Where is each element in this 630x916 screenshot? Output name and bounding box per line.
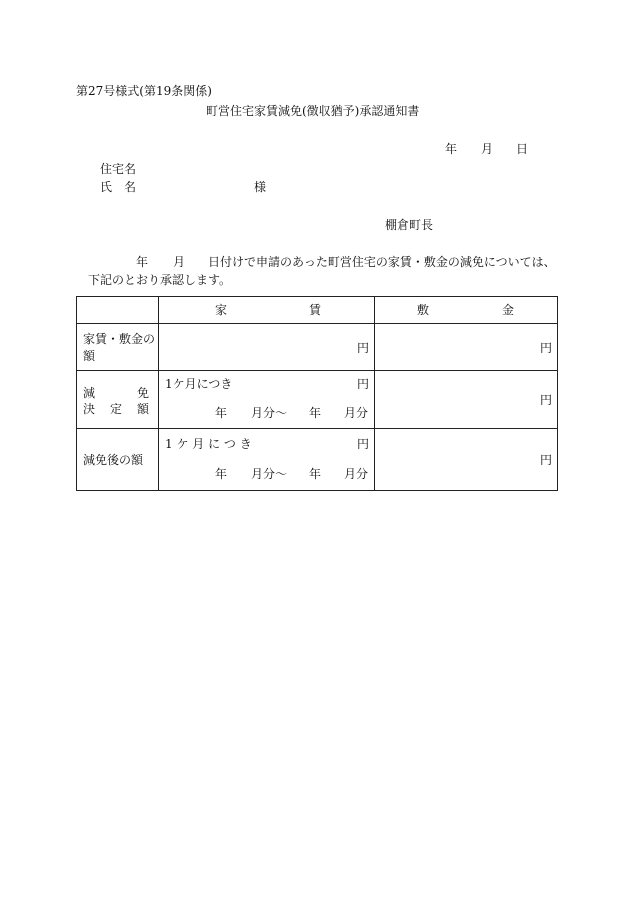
row2-label-2: 免 xyxy=(137,386,150,400)
row2-label-1: 減 xyxy=(83,386,96,400)
header-rent-cell xyxy=(159,297,375,324)
row3-period-start: 年 月分～ xyxy=(215,467,288,481)
row2-rent-yen: 円 xyxy=(357,377,370,391)
row1-label-1: 家賃・敷金の xyxy=(83,332,156,346)
row1-rent-cell xyxy=(159,324,375,371)
body-line-1: 日付けで申請のあった町営住宅の家賃・敷金の減免については、 xyxy=(208,255,556,269)
date-day: 日 xyxy=(516,142,529,156)
rent-header-2: 賃 xyxy=(309,303,322,317)
body-line-2: 下記のとおり承認します。 xyxy=(88,273,232,287)
row1-deposit-yen: 円 xyxy=(540,341,553,355)
row2-label-cell xyxy=(77,371,159,429)
issuer: 棚倉町長 xyxy=(385,218,434,232)
row3-rent-yen: 円 xyxy=(357,437,370,451)
reduction-table xyxy=(76,296,558,491)
row2-period-end-month: 月分 xyxy=(344,406,369,420)
row1-label-cell xyxy=(77,324,159,371)
row2-label-3: 決 xyxy=(83,402,96,416)
row3-deposit-yen: 円 xyxy=(540,453,553,467)
row1-deposit-cell xyxy=(375,324,558,371)
body-year: 年 xyxy=(136,255,149,269)
row2-period-start: 年 月分～ xyxy=(215,406,288,420)
rent-header-1: 家 xyxy=(215,303,228,317)
document-title: 町営住宅家賃減免(徴収猶予)承認通知書 xyxy=(206,104,420,118)
form-number: 第27号様式(第19条関係) xyxy=(76,84,212,98)
row2-period-end-year: 年 xyxy=(309,406,322,420)
header-blank-cell xyxy=(77,297,159,324)
row1-label-2: 額 xyxy=(83,349,96,363)
row3-deposit-cell xyxy=(375,429,558,491)
name-label-2: 名 xyxy=(124,180,137,194)
name-label-1: 氏 xyxy=(100,180,113,194)
row3-period-end-year: 年 xyxy=(309,467,322,481)
row2-label-5: 額 xyxy=(137,402,150,416)
date-month: 月 xyxy=(481,142,494,156)
date-year: 年 xyxy=(445,142,458,156)
row3-label: 減免後の額 xyxy=(83,453,144,467)
row2-deposit-cell xyxy=(375,371,558,429)
row3-period-end-month: 月分 xyxy=(344,467,369,481)
row1-rent-yen: 円 xyxy=(357,341,370,355)
row2-label-4: 定 xyxy=(110,402,123,416)
deposit-header-1: 敷 xyxy=(417,303,430,317)
header-deposit-cell xyxy=(375,297,558,324)
row3-rent-cell xyxy=(159,429,375,491)
row2-rent-cell xyxy=(159,371,375,429)
address-label: 住宅名 xyxy=(100,162,137,176)
body-month: 月 xyxy=(173,255,186,269)
deposit-header-2: 金 xyxy=(502,303,515,317)
row2-deposit-yen: 円 xyxy=(540,393,553,407)
honorific: 様 xyxy=(254,180,267,194)
row3-label-cell xyxy=(77,429,159,491)
row3-per-month: 1 ケ 月 に つ き xyxy=(165,437,252,451)
row2-per-month: 1ケ月につき xyxy=(165,377,233,391)
